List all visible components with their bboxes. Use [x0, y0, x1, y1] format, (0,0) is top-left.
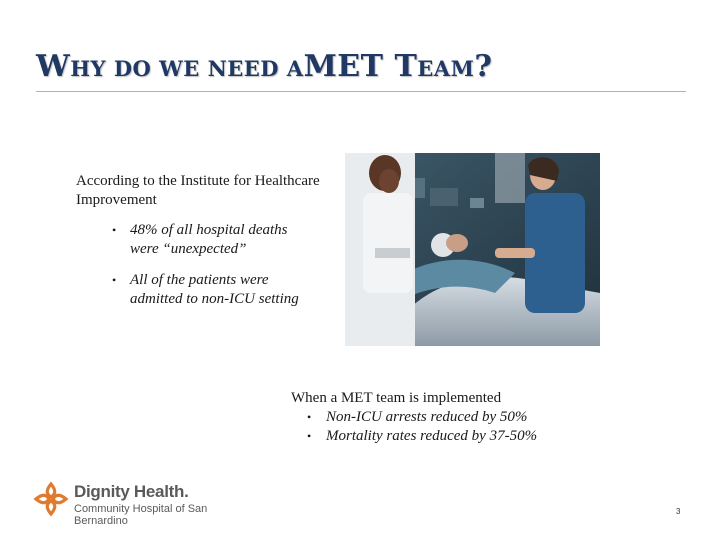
list-item: • Non-ICU arrests reduced by 50%: [307, 409, 528, 425]
bullet-icon: •: [112, 273, 117, 287]
title-divider: [36, 91, 686, 92]
logo-name: Dignity Health.: [74, 482, 189, 501]
list-item: • 48% of all hospital deaths were “unexpected”: [112, 222, 288, 257]
met-heading: When a MET team is implemented: [291, 390, 502, 406]
slide-title: WHY DO WE NEED AMET TEAM?: [36, 49, 493, 84]
intro-text: According to the Institute for Healthcare Improvement: [76, 173, 320, 208]
met-results-list: [291, 408, 651, 446]
stats-list: [112, 221, 312, 321]
bullet-icon: •: [307, 429, 312, 443]
logo-subtitle: Community Hospital of San Bernardino: [74, 503, 208, 527]
list-item: • Mortality rates reduced by 37-50%: [307, 428, 538, 444]
met-results-block: [291, 389, 651, 446]
dignity-health-mark-icon: [32, 480, 70, 518]
hospital-bed-nurses-photo-icon: [345, 153, 600, 346]
hospital-photo: [345, 153, 600, 346]
page-number: 3: [676, 507, 681, 516]
dignity-health-logo: [32, 478, 232, 534]
bullet-icon: •: [307, 410, 312, 424]
list-item: • All of the patients were admitted to non-ICU setting: [112, 272, 299, 307]
bullet-icon: •: [112, 223, 117, 237]
